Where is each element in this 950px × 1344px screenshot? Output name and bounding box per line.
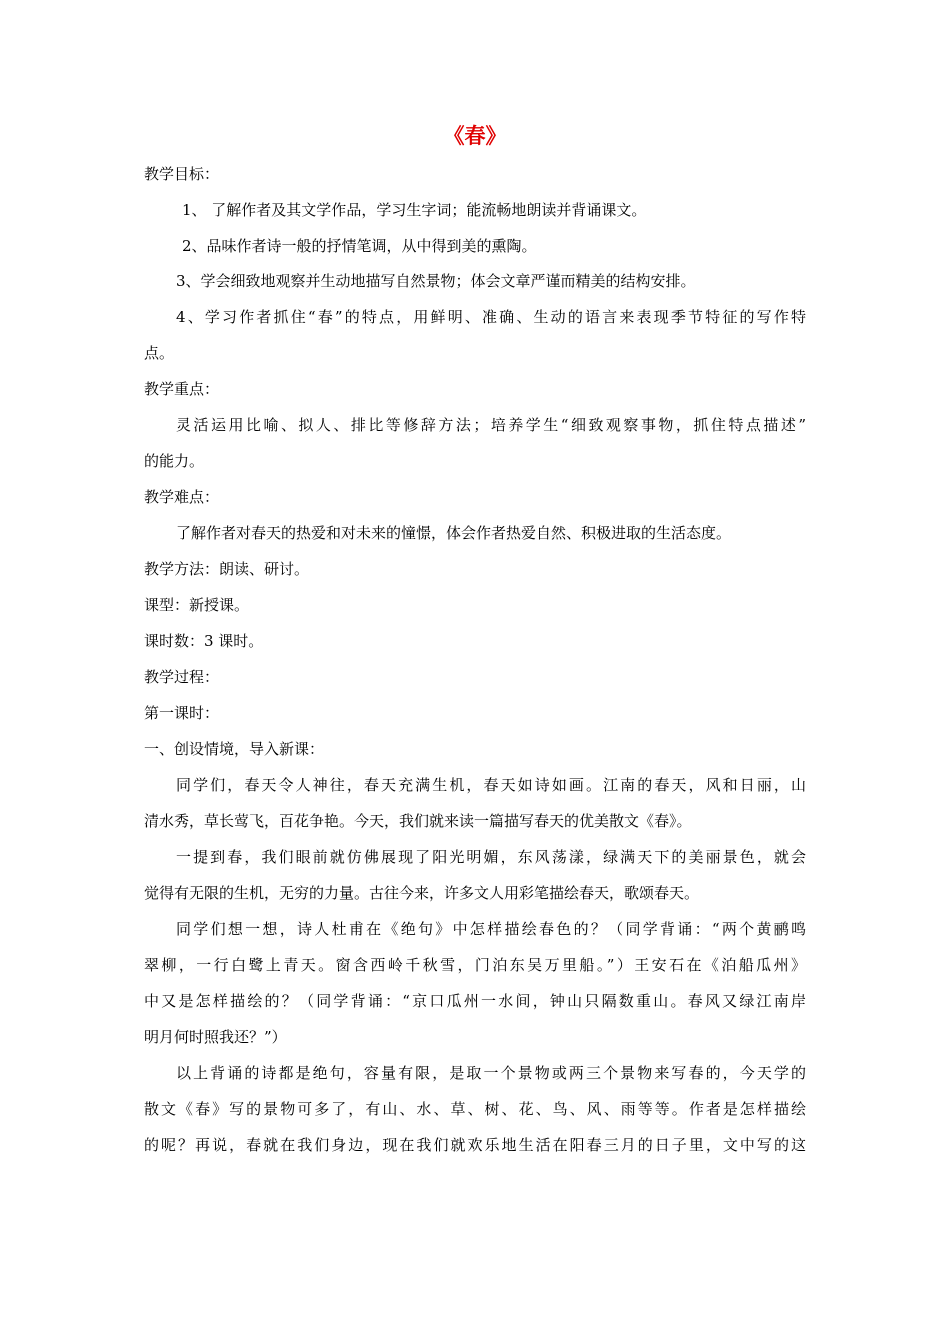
difficulties-text: 了解作者对春天的热爱和对未来的憧憬，体会作者热爱自然、积极进取的生活态度。	[176, 524, 732, 542]
key-points-line-1: 灵活运用比喻、拟人、排比等修辞方法；培养学生“细致观察事物，抓住特点描述”	[176, 416, 806, 434]
objective-3: 3、学会细致地观察并生动地描写自然景物；体会文章严谨而精美的结构安排。	[176, 272, 696, 290]
heading-objectives: 教学目标：	[144, 165, 220, 183]
heading-process: 教学过程：	[144, 668, 220, 686]
objective-4-line-2: 点。	[144, 344, 175, 362]
objective-4-line-1: 4、学习作者抓住“春”的特点，用鲜明、准确、生动的语言来表现季节特征的写作特	[176, 308, 806, 326]
section-1-heading: 一、创设情境，导入新课：	[144, 740, 325, 758]
key-points-line-2: 的能力。	[144, 452, 205, 470]
para-3-line-2: 翠柳，一行白鹭上青天。窗含西岭千秋雪，门泊东吴万里船。”）王安石在《泊船瓜州》	[144, 956, 806, 974]
para-3-line-3: 中又是怎样描绘的？（同学背诵：“京口瓜州一水间，钟山只隔数重山。春风又绿江南岸	[144, 992, 806, 1010]
para-1-line-2: 清水秀，草长莺飞，百花争艳。今天，我们就来读一篇描写春天的优美散文《春》。	[144, 812, 692, 830]
para-3-line-4: 明月何时照我还？”）	[144, 1028, 287, 1046]
para-4-line-2: 散文《春》写的景物可多了，有山、水、草、树、花、鸟、风、雨等等。作者是怎样描绘	[144, 1100, 806, 1118]
objective-2: 2、品味作者诗一般的抒情笔调，从中得到美的熏陶。	[182, 237, 537, 255]
para-4-line-1: 以上背诵的诗都是绝句，容量有限，是取一个景物或两三个景物来写春的，今天学的	[176, 1064, 806, 1082]
para-2-line-2: 觉得有无限的生机，无穷的力量。古往今来，许多文人用彩笔描绘春天，歌颂春天。	[144, 884, 700, 902]
para-2-line-1: 一提到春，我们眼前就仿佛展现了阳光明媚，东风荡漾，绿满天下的美丽景色，就会	[176, 848, 806, 866]
objective-1: 1、 了解作者及其文学作品，学习生字词；能流畅地朗读并背诵课文。	[182, 201, 647, 219]
para-4-line-3: 的呢？再说，春就在我们身边，现在我们就欢乐地生活在阳春三月的日子里，文中写的这	[144, 1136, 806, 1154]
para-1-line-1: 同学们，春天令人神往，春天充满生机，春天如诗如画。江南的春天，风和日丽，山	[176, 776, 806, 794]
teaching-method: 教学方法：朗读、研讨。	[144, 560, 310, 578]
document-title: 《春》	[443, 123, 507, 148]
lesson-type: 课型：新授课。	[144, 596, 250, 614]
para-3-line-1: 同学们想一想，诗人杜甫在《绝句》中怎样描绘春色的？（同学背诵：“两个黄鹂鸣	[176, 920, 806, 938]
heading-difficulties: 教学难点：	[144, 488, 220, 506]
heading-key-points: 教学重点：	[144, 380, 220, 398]
heading-first-lesson: 第一课时：	[144, 704, 220, 722]
lesson-hours: 课时数：3 课时。	[144, 632, 264, 650]
